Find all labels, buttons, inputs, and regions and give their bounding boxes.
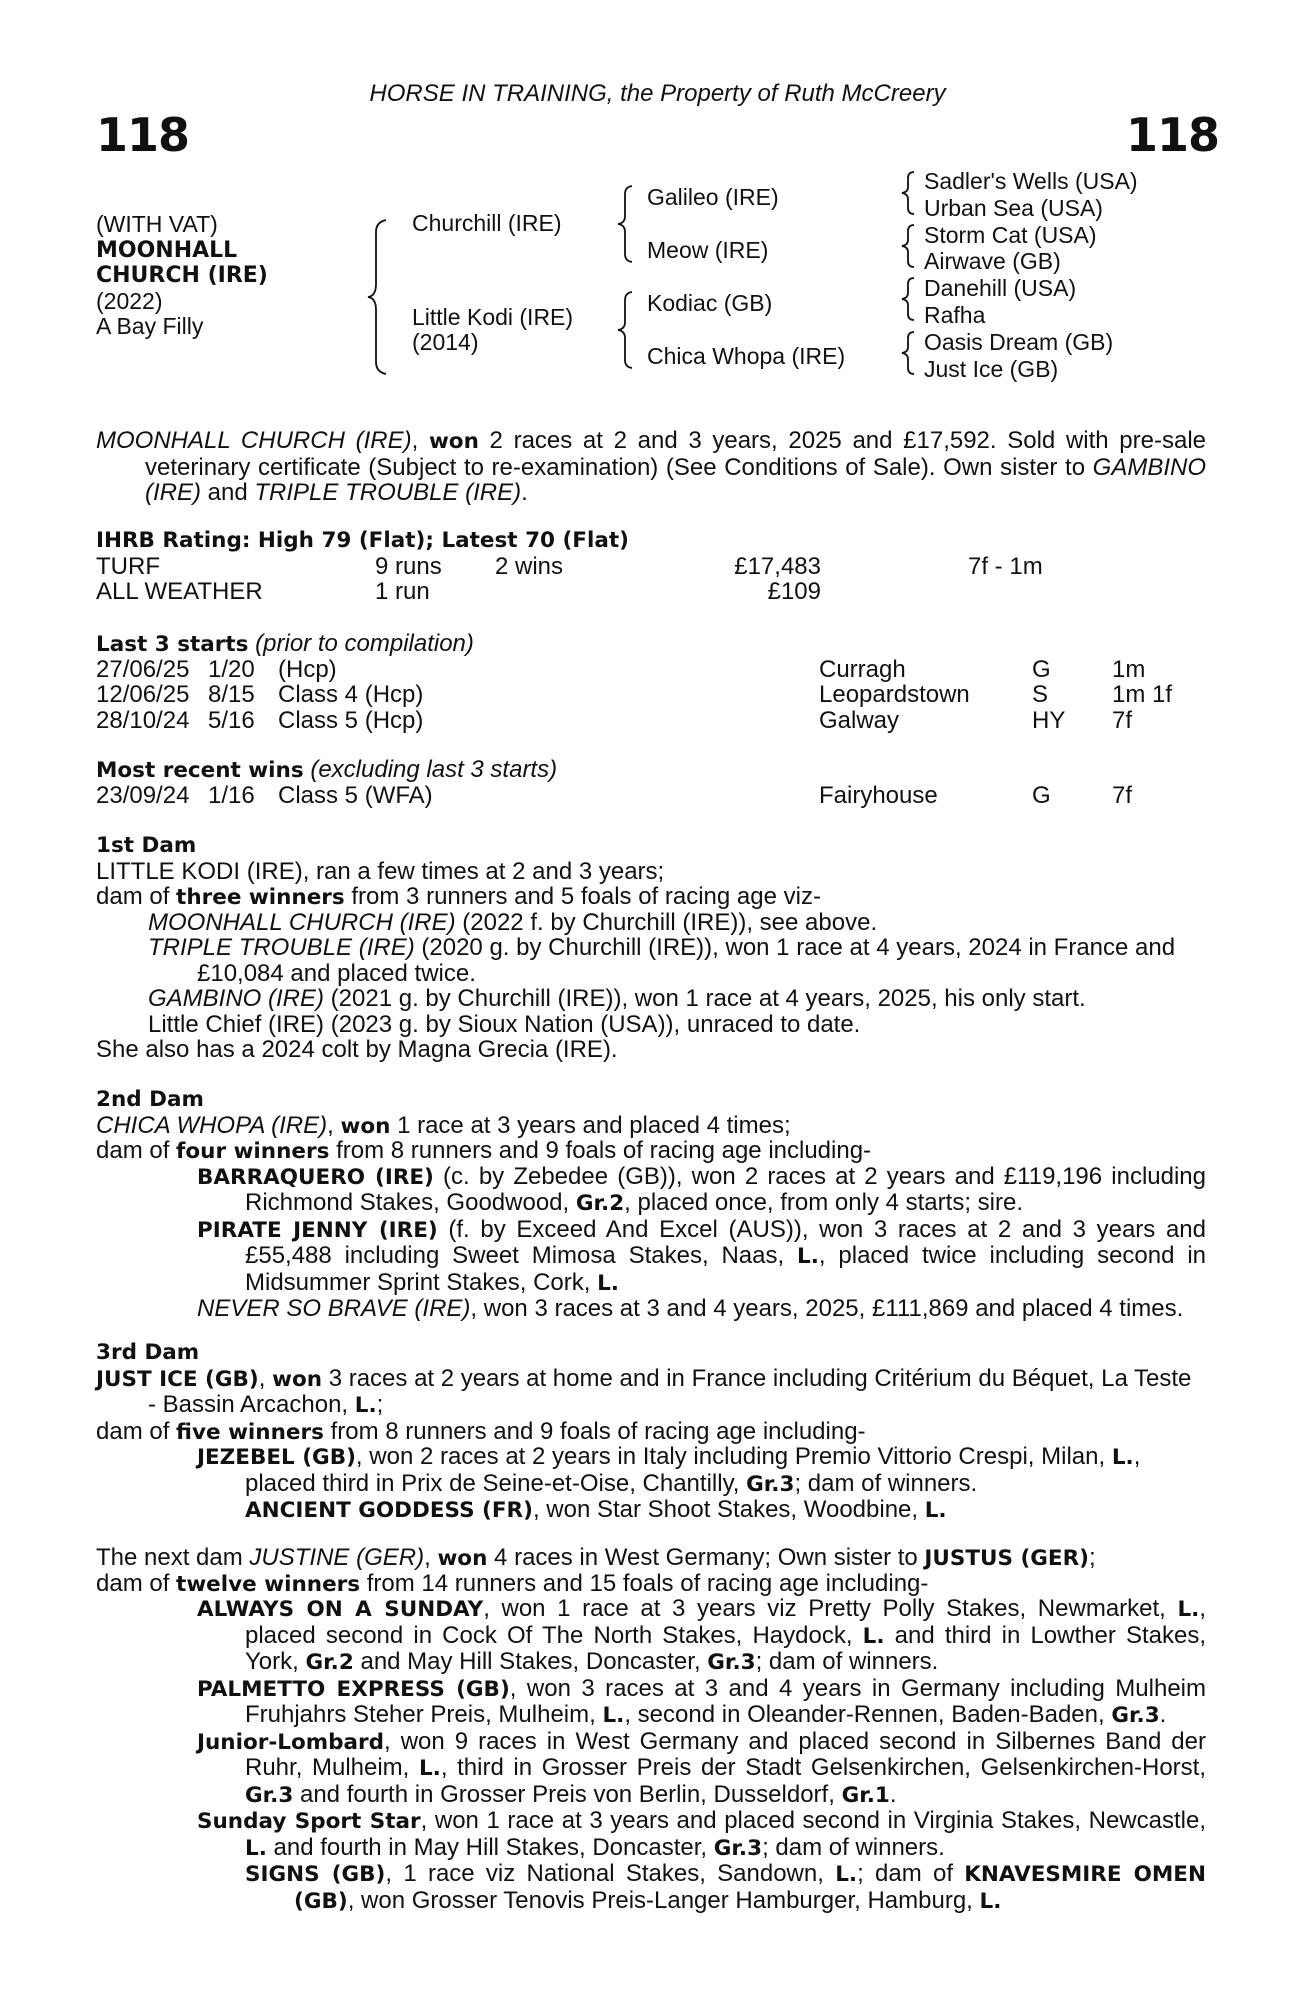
form-pos: 8/15 <box>208 681 255 708</box>
produce-item <box>96 986 1206 1012</box>
third-dam-line2: dam of five winners from 8 runners and 9 foals of racing age including- <box>96 1417 866 1445</box>
winners-count: five winners <box>176 1419 324 1445</box>
form-date: 27/06/25 <box>96 655 190 683</box>
produce-pirate-jenny: PIRATE JENNY (IRE) (f. by Exceed And Excel (AUS)), won 3 races at 2 and 3 years and £55,488 including Sweet Mimosa Stakes, Naas, L., placed twice including second in Midsummer Sprint Stakes, Cork, L. <box>197 1215 1206 1296</box>
rating-row-turf <box>96 554 1206 580</box>
produce-item <box>96 1012 1206 1038</box>
horse-description: A Bay Filly <box>96 313 204 339</box>
form-going: S <box>1032 681 1049 708</box>
next-dam-section <box>96 1545 1206 1914</box>
produce-name: PIRATE JENNY (IRE) <box>197 1217 438 1243</box>
rating-heading: IHRB Rating: High 79 (Flat); Latest 70 (Flat) <box>96 528 629 553</box>
form-row <box>96 708 1206 734</box>
form-dist: 7f <box>1112 706 1133 734</box>
grade-badge: Gr.1 <box>841 1782 890 1808</box>
produce-name: Little Chief (IRE) <box>148 1010 325 1038</box>
produce-name: SIGNS (GB) <box>245 1862 386 1887</box>
listed-badge: L. <box>602 1703 625 1728</box>
horse-name-line2: CHURCH (IRE) <box>96 263 268 288</box>
grade-badge: Gr.2 <box>305 1650 354 1675</box>
form-going: HY <box>1032 706 1066 734</box>
first-dam-line1: LITTLE KODI (IRE), ran a few times at 2 and 3 years; <box>96 857 665 885</box>
form-row <box>96 682 1206 708</box>
form-date: 23/09/24 <box>96 781 190 809</box>
horse-summary: MOONHALL CHURCH (IRE), won 2 races at 2 and 3 years, 2025 and £17,592. Sold with pre-sale veterinary certificate (Subject to re-examination) (See Conditions of Sale). Own sister to GAMBINO (IRE) and TRIPLE TROUBLE (IRE). <box>96 427 1206 506</box>
last-starts-heading <box>96 631 1206 657</box>
third-dam-heading: 3rd Dam <box>96 1340 200 1365</box>
horse-identity <box>96 212 268 340</box>
form-going: G <box>1032 655 1051 683</box>
produce-signs: SIGNS (GB), 1 race viz National Stakes, Sandown, L.; dam of KNAVESMIRE OMEN (GB), won Grosser Tenovis Preis-Langer Hamburger, Hamburg, L. <box>245 1860 1206 1914</box>
won: won <box>340 1113 391 1139</box>
produce-ancient-goddess: ANCIENT GODDESS (FR), won Star Shoot Stakes, Woodbine, L. <box>245 1496 947 1523</box>
listed-badge: L. <box>354 1393 377 1418</box>
produce-name: KNAVESMIRE OMEN (GB) <box>294 1862 1206 1914</box>
summary-horse-name: MOONHALL CHURCH (IRE) <box>96 427 412 454</box>
summary-end: . <box>521 479 528 506</box>
recent-wins-table <box>96 783 1206 809</box>
form-race: Class 5 (WFA) <box>278 781 433 809</box>
form-dist: 1m <box>1112 655 1146 683</box>
produce-junior-lombard: Junior-Lombard, won 9 races in West Germany and placed second in Silbernes Band der Ruhr, Mulheim, L., third in Grosser Preis der Stadt Gelsenkirchen, Gelsenkirchen-Horst, Gr.3 and fourth in Grosser Preis von Berlin, Dusseldorf, Gr.1. <box>197 1727 1206 1808</box>
produce-details: (2023 g. by Sioux Nation (USA)), unraced to date. <box>324 1010 861 1038</box>
recent-wins-title: Most recent wins <box>96 758 304 783</box>
rating-runs: 9 runs <box>375 552 442 580</box>
sire-dam: Meow (IRE) <box>647 237 769 263</box>
second-dam-line1: CHICA WHOPA (IRE), won 1 race at 3 years and placed 4 times; <box>96 1111 791 1139</box>
rating-distance: 7f - 1m <box>968 552 1043 580</box>
pedigree-brace-main <box>366 218 390 376</box>
produce-details: (2021 g. by Churchill (IRE)), won 1 race at 4 years, 2025, his only start. <box>324 985 1086 1012</box>
produce-name: ANCIENT GODDESS (FR) <box>245 1498 533 1523</box>
rating-wins: 2 wins <box>495 552 564 580</box>
grade-badge: Gr.3 <box>746 1471 795 1497</box>
produce-palmetto-express: PALMETTO EXPRESS (GB), won 3 races at 3 and 4 years in Germany including Mulheim Fruhjahrs Steher Preis, Mulheim, L., second in Oleander-Rennen, Baden-Baden, Gr.3. <box>197 1674 1206 1728</box>
first-dam-heading: 1st Dam <box>96 833 197 858</box>
produce-jezebel: JEZEBEL (GB), won 2 races at 2 years in Italy including Premio Vittorio Crespi, Milan, L., placed third in Prix de Seine-et-Oise, Chantilly, Gr.3; dam of winners. <box>197 1443 1141 1497</box>
last-starts-table <box>96 657 1206 734</box>
g3-storm-cat: Storm Cat (USA) <box>924 221 1097 248</box>
grade-badge: Gr.3 <box>707 1650 756 1675</box>
form-course: Galway <box>819 706 900 734</box>
form-going: G <box>1032 781 1051 809</box>
third-dam-name: JUST ICE (GB) <box>96 1366 259 1392</box>
second-dam-section <box>96 1087 1206 1322</box>
sire-sire: Galileo (IRE) <box>647 184 779 210</box>
listed-badge: L. <box>979 1888 1002 1914</box>
first-dam-produce-list <box>96 910 1206 1038</box>
grade-badge: Gr.3 <box>1111 1703 1160 1728</box>
next-dam-line2: dam of twelve winners from 14 runners and 15 foals of racing age including- <box>96 1569 929 1597</box>
grade-badge: Gr.2 <box>575 1191 625 1216</box>
listed-badge: L. <box>245 1835 267 1861</box>
sister-name: JUSTUS (GER) <box>924 1546 1089 1571</box>
form-dist: 7f <box>1112 781 1133 809</box>
produce-name: PALMETTO EXPRESS (GB) <box>197 1676 510 1702</box>
lot-number-right: 118 <box>1125 108 1219 162</box>
listed-badge: L. <box>797 1244 819 1269</box>
second-dam-heading: 2nd Dam <box>96 1087 204 1112</box>
listed-badge: L. <box>597 1270 619 1296</box>
pedigree-brace-sire <box>616 184 636 264</box>
dam <box>412 305 573 355</box>
listed-badge: L. <box>1177 1597 1200 1622</box>
produce-item <box>96 910 1206 936</box>
g3-just-ice: Just Ice (GB) <box>924 355 1059 382</box>
first-dam-section <box>96 833 1206 1063</box>
third-dam-line1: JUST ICE (GB), won 3 races at 2 years at home and in France including Critérium du Béquet, La Teste - Bassin Arcachon, L.; <box>96 1364 1192 1418</box>
dam-name: Little Kodi (IRE) <box>412 304 574 330</box>
listed-badge: L. <box>835 1862 858 1887</box>
dam-sire: Kodiac (GB) <box>647 290 773 316</box>
pedigree-brace-g3-1 <box>900 170 918 216</box>
first-dam-line2 <box>96 884 1206 910</box>
listed-badge: L. <box>862 1623 885 1649</box>
produce-name: TRIPLE TROUBLE (IRE) <box>148 934 415 961</box>
g3-airwave: Airwave (GB) <box>924 248 1061 275</box>
winners-count: four winners <box>176 1139 330 1164</box>
form-race: (Hcp) <box>278 655 337 683</box>
pedigree-brace-dam <box>616 290 636 370</box>
first-dam-footer: She also has a 2024 colt by Magna Grecia (IRE). <box>96 1036 618 1063</box>
summary-won: won <box>428 429 479 454</box>
catalogue-header-title: HORSE IN TRAINING, the Property of Ruth McCreery <box>369 80 946 107</box>
listed-badge: L. <box>418 1756 441 1781</box>
produce-never-so-brave: NEVER SO BRAVE (IRE), won 3 races at 3 and 4 years, 2025, £111,869 and placed 4 times. <box>197 1295 1184 1322</box>
form-row <box>96 657 1206 683</box>
rating-surface: TURF <box>96 552 160 580</box>
pedigree-brace-g3-4 <box>900 330 918 376</box>
second-dam-name: CHICA WHOPA (IRE) <box>96 1111 328 1139</box>
second-dam-line2: dam of four winners from 8 runners and 9 foals of racing age including- <box>96 1137 872 1164</box>
rating-prize: £109 <box>767 578 821 605</box>
produce-details: (2020 g. by Churchill (IRE)), won 1 race at 4 years, 2024 in France and £10,084 and placed twice. <box>197 934 1176 987</box>
winners-count: three winners <box>176 885 345 910</box>
winners-count: twelve winners <box>176 1571 361 1597</box>
text: dam of <box>96 883 177 910</box>
rating-section <box>96 528 1206 605</box>
form-race: Class 4 (Hcp) <box>278 681 424 708</box>
rating-row-all-weather <box>96 579 1206 605</box>
form-course: Fairyhouse <box>819 781 938 809</box>
produce-name: Junior-Lombard <box>197 1729 385 1755</box>
produce-name: GAMBINO (IRE) <box>148 985 325 1012</box>
summary-sibling-1: GAMBINO (IRE) <box>145 453 1206 506</box>
dam-dam: Chica Whopa (IRE) <box>647 343 846 369</box>
produce-details: (2022 f. by Churchill (IRE)), see above. <box>455 908 878 936</box>
form-course: Curragh <box>819 655 906 683</box>
next-dam-line1: The next dam JUSTINE (GER), won 4 races in West Germany; Own sister to JUSTUS (GER); <box>96 1544 1096 1571</box>
summary-text: 2 races at 2 and 3 years, 2025 and £17,592. Sold with pre-sale veterinary certificate (Subject to re-examination) (See Conditions of Sale). Own sister to <box>145 427 1206 481</box>
rating-surface: ALL WEATHER <box>96 578 263 605</box>
produce-name: JEZEBEL (GB) <box>197 1445 356 1470</box>
form-pos: 1/16 <box>208 781 255 809</box>
produce-name: Sunday Sport Star <box>197 1809 421 1834</box>
produce-item <box>96 935 1206 986</box>
g3-sadlers-wells: Sadler's Wells (USA) <box>924 168 1138 194</box>
form-date: 12/06/25 <box>96 681 190 708</box>
form-row <box>96 783 1206 809</box>
summary-and: and <box>201 479 255 506</box>
won: won <box>437 1546 488 1571</box>
listed-badge: L. <box>924 1498 947 1523</box>
text: from 3 runners and 5 foals of racing age viz- <box>344 883 821 910</box>
third-dam-section <box>96 1340 1206 1524</box>
listed-badge: L. <box>1111 1445 1134 1470</box>
won: won <box>272 1366 323 1392</box>
recent-wins-heading <box>96 757 1206 783</box>
g3-urban-sea: Urban Sea (USA) <box>924 194 1103 221</box>
horse-foaling-year: (2022) <box>96 287 163 314</box>
g3-danehill: Danehill (USA) <box>924 275 1077 302</box>
produce-name: ALWAYS ON A SUNDAY <box>197 1597 484 1622</box>
sire: Churchill (IRE) <box>412 210 562 236</box>
g3-rafha: Rafha <box>924 301 986 328</box>
last-starts-section <box>96 631 1206 733</box>
rating-runs: 1 run <box>375 578 430 605</box>
pedigree-brace-g3-2 <box>900 223 918 269</box>
horse-name-line1: MOONHALL <box>96 237 238 263</box>
grade-badge: Gr.3 <box>245 1782 294 1808</box>
recent-wins-note: (excluding last 3 starts) <box>310 756 558 783</box>
pedigree-brace-g3-3 <box>900 276 918 322</box>
recent-wins-section <box>96 757 1206 808</box>
g3-oasis-dream: Oasis Dream (GB) <box>924 328 1114 355</box>
form-date: 28/10/24 <box>96 706 190 734</box>
next-dam-name: JUSTINE (GER) <box>249 1544 425 1571</box>
produce-barraquero: BARRAQUERO (IRE) (c. by Zebedee (GB)), won 2 races at 2 years and £119,196 including Richmond Stakes, Goodwood, Gr.2, placed once, from only 4 starts; sire. <box>197 1162 1206 1216</box>
summary-sibling-2: TRIPLE TROUBLE (IRE) <box>254 479 522 506</box>
pedigree-third-generation <box>924 168 1138 382</box>
last-starts-title: Last 3 starts <box>96 632 249 657</box>
form-dist: 1m 1f <box>1112 681 1173 708</box>
produce-sunday-sport-star: Sunday Sport Star, won 1 race at 3 years and placed second in Virginia Stakes, Newcastle, L. and fourth in May Hill Stakes, Doncaster, Gr.3; dam of winners. <box>197 1807 1207 1861</box>
rating-prize: £17,483 <box>734 552 821 580</box>
produce-name: NEVER SO BRAVE (IRE) <box>197 1295 471 1322</box>
grade-badge: Gr.3 <box>713 1835 763 1861</box>
form-race: Class 5 (Hcp) <box>278 706 424 734</box>
lot-number-left: 118 <box>96 108 190 162</box>
produce-always-on-a-sunday: ALWAYS ON A SUNDAY, won 1 race at 3 years viz Pretty Polly Stakes, Newmarket, L., placed second in Cock Of The North Stakes, Haydock, L. and third in Lowther Stakes, York, Gr.2 and May Hill Stakes, Doncaster, Gr.3; dam of winners. <box>197 1595 1207 1675</box>
last-starts-note: (prior to compilation) <box>255 630 474 657</box>
form-pos: 5/16 <box>208 706 255 734</box>
vat-status: (WITH VAT) <box>96 211 218 237</box>
form-pos: 1/20 <box>208 655 255 683</box>
dam-year: (2014) <box>412 329 479 355</box>
produce-name: MOONHALL CHURCH (IRE) <box>148 908 456 936</box>
produce-name: BARRAQUERO (IRE) <box>197 1164 434 1190</box>
form-course: Leopardstown <box>819 681 970 708</box>
text: 1 race at 3 years and placed 4 times; <box>390 1111 791 1139</box>
